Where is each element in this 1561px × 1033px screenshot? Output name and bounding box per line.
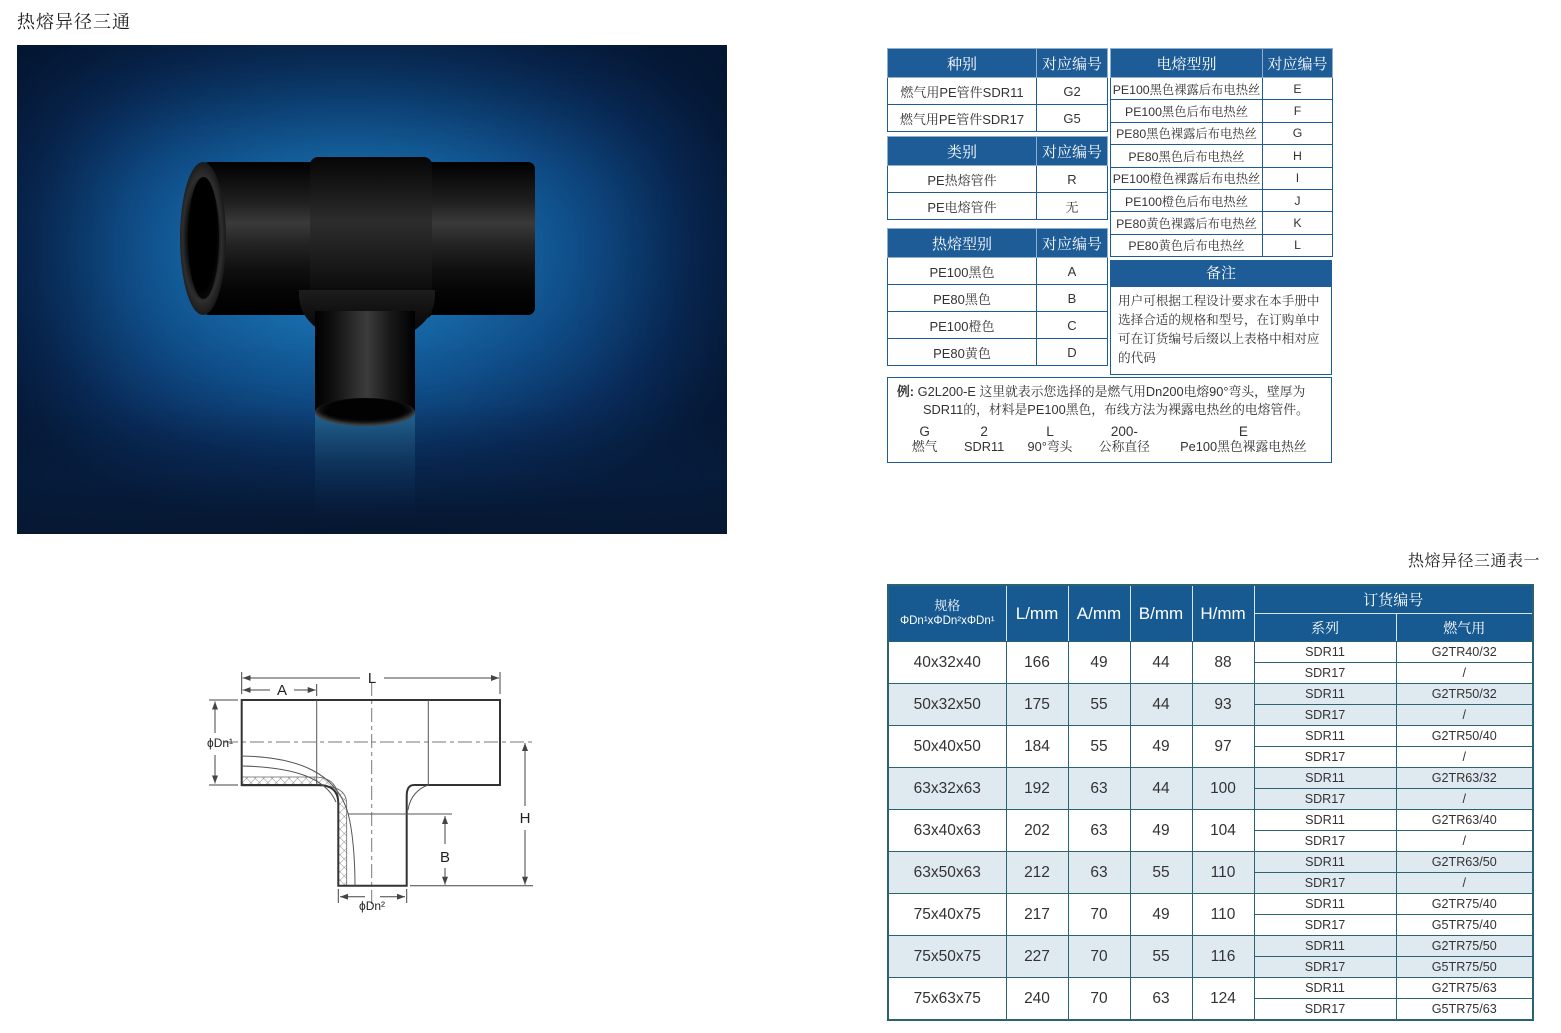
code-table-cell: I bbox=[1263, 167, 1333, 189]
breakdown-meaning: SDR11 bbox=[963, 439, 1005, 455]
branch-shape bbox=[315, 311, 415, 411]
breakdown-item bbox=[897, 424, 952, 455]
spec-table-title: 热熔异径三通表一 bbox=[1407, 553, 1540, 570]
code-tables-right-column bbox=[1110, 48, 1332, 375]
code-table-cell: R bbox=[1037, 166, 1108, 193]
order-code-cell: G2TR75/50 bbox=[1396, 936, 1533, 957]
spec-header-spec: 规格 ΦDn¹xΦDn²xΦDn¹ bbox=[888, 585, 1006, 642]
code-table-cell: G5 bbox=[1037, 105, 1108, 132]
spec-cell-a: 70 bbox=[1068, 894, 1130, 936]
spec-cell-b: 49 bbox=[1130, 726, 1192, 768]
dimension-drawing bbox=[200, 638, 600, 948]
code-table-cell: 燃气用PE管件SDR17 bbox=[888, 105, 1037, 132]
example-text: 例: G2L200-E 这里就表示您选择的是燃气用Dn200电熔90°弯头，壁厚为SDR11的，材料是PE100黑色，布线方法为裸露电热丝的电熔管件。 bbox=[897, 383, 1309, 418]
spec-cell-l: 184 bbox=[1006, 726, 1068, 768]
code-table-cell: PE100橙色后布电热丝 bbox=[1111, 189, 1263, 211]
spec-cell-a: 70 bbox=[1068, 936, 1130, 978]
remark-text: 用户可根据工程设计要求在本手册中选择合适的规格和型号，在订购单中可在订货编号后缀以上表格中相对应的代码 bbox=[1118, 294, 1320, 365]
breakdown-code: E bbox=[1238, 423, 1248, 439]
code-table-row bbox=[1111, 78, 1333, 100]
order-code-cell: G2TR50/40 bbox=[1396, 726, 1533, 747]
order-code-cell: / bbox=[1396, 663, 1533, 684]
spec-header-row-1 bbox=[888, 585, 1533, 614]
spec-row bbox=[888, 810, 1533, 831]
order-code-cell: G2TR63/32 bbox=[1396, 768, 1533, 789]
spec-cell-l: 166 bbox=[1006, 642, 1068, 684]
code-table-row bbox=[1111, 212, 1333, 234]
order-code-cell: G5TR75/40 bbox=[1396, 915, 1533, 936]
code-tables-left-column bbox=[887, 48, 1107, 375]
series-cell: SDR17 bbox=[1254, 999, 1396, 1021]
series-cell: SDR11 bbox=[1254, 768, 1396, 789]
breakdown-meaning: 燃气 bbox=[911, 439, 938, 455]
spec-cell-spec: 40x32x40 bbox=[888, 642, 1006, 684]
order-code-cell: G2TR63/50 bbox=[1396, 852, 1533, 873]
series-cell: SDR17 bbox=[1254, 663, 1396, 684]
series-cell: SDR17 bbox=[1254, 915, 1396, 936]
spec-cell-spec: 63x32x63 bbox=[888, 768, 1006, 810]
dim-label-b: B bbox=[439, 849, 451, 866]
code-table-cell: PE电熔管件 bbox=[888, 193, 1037, 220]
code-table-row bbox=[888, 193, 1108, 220]
tee-outline bbox=[242, 700, 500, 886]
order-code-cell: / bbox=[1396, 747, 1533, 768]
example-label: 例: bbox=[897, 383, 915, 399]
spec-cell-l: 240 bbox=[1006, 978, 1068, 1021]
code-table-cell: B bbox=[1037, 285, 1108, 312]
spec-header-order: 订货编号 bbox=[1254, 585, 1533, 614]
example-breakdown bbox=[897, 424, 1322, 455]
spec-cell-spec: 63x40x63 bbox=[888, 810, 1006, 852]
spec-cell-l: 202 bbox=[1006, 810, 1068, 852]
spec-cell-b: 44 bbox=[1130, 684, 1192, 726]
pipe-bore-shape bbox=[188, 177, 219, 299]
order-code-cell: G2TR75/63 bbox=[1396, 978, 1533, 999]
series-cell: SDR11 bbox=[1254, 852, 1396, 873]
series-cell: SDR11 bbox=[1254, 726, 1396, 747]
code-table-cell: K bbox=[1263, 212, 1333, 234]
code-table-row bbox=[888, 105, 1108, 132]
order-code-cell: G2TR50/32 bbox=[1396, 684, 1533, 705]
spec-cell-h: 110 bbox=[1192, 894, 1254, 936]
category-code-table bbox=[887, 136, 1108, 220]
spec-row bbox=[888, 642, 1533, 663]
spec-row bbox=[888, 852, 1533, 873]
code-table-cell: C bbox=[1037, 312, 1108, 339]
order-code-cell: G5TR75/50 bbox=[1396, 957, 1533, 978]
spec-header-a: A/mm bbox=[1068, 585, 1130, 642]
order-code-cell: G2TR75/40 bbox=[1396, 894, 1533, 915]
breakdown-code: G bbox=[919, 423, 930, 439]
code-table-row bbox=[1111, 100, 1333, 122]
spec-cell-l: 212 bbox=[1006, 852, 1068, 894]
code-table-row bbox=[1111, 145, 1333, 167]
order-code-cell: / bbox=[1396, 873, 1533, 894]
spec-cell-b: 55 bbox=[1130, 936, 1192, 978]
product-photo bbox=[17, 45, 727, 534]
series-cell: SDR11 bbox=[1254, 978, 1396, 999]
code-table-row bbox=[888, 166, 1108, 193]
code-table-header-cell: 种别 bbox=[888, 49, 1037, 78]
series-cell: SDR11 bbox=[1254, 684, 1396, 705]
code-table-cell: A bbox=[1037, 258, 1108, 285]
breakdown-item bbox=[1165, 424, 1322, 455]
spec-cell-spec: 75x63x75 bbox=[888, 978, 1006, 1021]
series-cell: SDR11 bbox=[1254, 642, 1396, 663]
code-table-cell: PE热熔管件 bbox=[888, 166, 1037, 193]
code-table-header-cell: 对应编号 bbox=[1263, 49, 1333, 78]
code-table-cell: G2 bbox=[1037, 78, 1108, 105]
spec-cell-b: 63 bbox=[1130, 978, 1192, 1021]
spec-cell-spec: 50x32x50 bbox=[888, 684, 1006, 726]
spec-cell-spec: 63x50x63 bbox=[888, 852, 1006, 894]
code-table-cell: PE100黑色 bbox=[888, 258, 1037, 285]
code-table-cell: PE80黑色后布电热丝 bbox=[1111, 145, 1263, 167]
dim-label-dn2: ϕDn² bbox=[358, 899, 386, 913]
spec-row bbox=[888, 894, 1533, 915]
breakdown-item bbox=[952, 424, 1016, 455]
spec-cell-h: 93 bbox=[1192, 684, 1254, 726]
code-table-header-cell: 对应编号 bbox=[1037, 229, 1108, 258]
code-table-cell: J bbox=[1263, 189, 1333, 211]
series-cell: SDR17 bbox=[1254, 831, 1396, 852]
breakdown-code: 2 bbox=[980, 423, 988, 439]
branch-lip-shape bbox=[315, 398, 415, 426]
code-table-row bbox=[888, 312, 1108, 339]
code-table-cell: E bbox=[1263, 78, 1333, 100]
spec-cell-a: 63 bbox=[1068, 768, 1130, 810]
spec-cell-a: 70 bbox=[1068, 978, 1130, 1021]
code-table-header-cell: 对应编号 bbox=[1037, 49, 1108, 78]
code-table-cell: H bbox=[1263, 145, 1333, 167]
order-code-cell: / bbox=[1396, 705, 1533, 726]
electrofusion-type-code-table bbox=[1110, 48, 1333, 257]
series-cell: SDR11 bbox=[1254, 810, 1396, 831]
series-cell: SDR17 bbox=[1254, 873, 1396, 894]
code-table-cell: D bbox=[1037, 339, 1108, 366]
spec-cell-l: 192 bbox=[1006, 768, 1068, 810]
code-table-cell: PE100橙色裸露后布电热丝 bbox=[1111, 167, 1263, 189]
code-table-cell: PE80黄色 bbox=[888, 339, 1037, 366]
code-table-row bbox=[888, 285, 1108, 312]
code-table-header-row bbox=[888, 229, 1108, 258]
spec-cell-a: 63 bbox=[1068, 852, 1130, 894]
code-table-header-cell: 热熔型别 bbox=[888, 229, 1037, 258]
series-cell: SDR17 bbox=[1254, 789, 1396, 810]
spec-cell-b: 49 bbox=[1130, 894, 1192, 936]
spec-row bbox=[888, 768, 1533, 789]
spec-cell-h: 116 bbox=[1192, 936, 1254, 978]
series-cell: SDR11 bbox=[1254, 936, 1396, 957]
code-table-cell: L bbox=[1263, 234, 1333, 256]
centerlines bbox=[224, 682, 534, 906]
spec-header-b: B/mm bbox=[1130, 585, 1192, 642]
code-table-row bbox=[1111, 122, 1333, 144]
code-table-cell: 无 bbox=[1037, 193, 1108, 220]
code-tables-block bbox=[887, 48, 1332, 463]
code-table-cell: PE80黑色裸露后布电热丝 bbox=[1111, 122, 1263, 144]
breakdown-meaning: 公称直径 bbox=[1098, 439, 1150, 455]
spec-row bbox=[888, 684, 1533, 705]
spec-cell-b: 49 bbox=[1130, 810, 1192, 852]
spec-cell-a: 49 bbox=[1068, 642, 1130, 684]
code-table-header-cell: 对应编号 bbox=[1037, 137, 1108, 166]
code-table-header-cell: 类别 bbox=[888, 137, 1037, 166]
spec-row bbox=[888, 978, 1533, 999]
spec-row bbox=[888, 726, 1533, 747]
spec-cell-h: 97 bbox=[1192, 726, 1254, 768]
series-cell: SDR17 bbox=[1254, 957, 1396, 978]
code-table-header-cell: 电熔型别 bbox=[1111, 49, 1263, 78]
spec-header-gas: 燃气用 bbox=[1396, 614, 1533, 642]
code-table-cell: PE80黑色 bbox=[888, 285, 1037, 312]
code-table-cell: PE80黄色后布电热丝 bbox=[1111, 234, 1263, 256]
spec-cell-h: 104 bbox=[1192, 810, 1254, 852]
spec-cell-a: 55 bbox=[1068, 684, 1130, 726]
fusion-type-code-table bbox=[887, 228, 1108, 366]
code-table-header-row bbox=[888, 49, 1108, 78]
order-code-cell: / bbox=[1396, 789, 1533, 810]
code-table-cell: PE80黄色裸露后布电热丝 bbox=[1111, 212, 1263, 234]
spec-table-body bbox=[888, 642, 1533, 1021]
spec-cell-a: 55 bbox=[1068, 726, 1130, 768]
spec-cell-h: 124 bbox=[1192, 978, 1254, 1021]
dim-label-l: L bbox=[367, 670, 377, 687]
spec-cell-spec: 75x40x75 bbox=[888, 894, 1006, 936]
remark-box bbox=[1110, 260, 1332, 375]
spec-header-h: H/mm bbox=[1192, 585, 1254, 642]
remark-title: 备注 bbox=[1111, 261, 1331, 287]
spec-cell-h: 110 bbox=[1192, 852, 1254, 894]
series-cell: SDR17 bbox=[1254, 747, 1396, 768]
dim-label-dn1: ϕDn¹ bbox=[206, 736, 234, 750]
code-table-row bbox=[888, 78, 1108, 105]
dimension-labels bbox=[207, 670, 530, 913]
breakdown-meaning: Pe100黑色裸露电热丝 bbox=[1180, 439, 1307, 455]
code-table-row bbox=[888, 258, 1108, 285]
spec-cell-b: 44 bbox=[1130, 768, 1192, 810]
spec-cell-h: 100 bbox=[1192, 768, 1254, 810]
spec-cell-spec: 50x40x50 bbox=[888, 726, 1006, 768]
code-table-cell: F bbox=[1263, 100, 1333, 122]
page-title: 热熔异径三通 bbox=[17, 12, 131, 32]
spec-cell-l: 175 bbox=[1006, 684, 1068, 726]
order-code-example-box bbox=[887, 377, 1332, 463]
breakdown-item bbox=[1084, 424, 1165, 455]
spec-cell-spec: 75x50x75 bbox=[888, 936, 1006, 978]
spec-cell-l: 217 bbox=[1006, 894, 1068, 936]
tee-fitting-image bbox=[17, 45, 727, 534]
code-table-cell: PE100黑色裸露后布电热丝 bbox=[1111, 78, 1263, 100]
code-table-cell: PE100橙色 bbox=[888, 312, 1037, 339]
spec-cell-l: 227 bbox=[1006, 936, 1068, 978]
spec-header-series: 系列 bbox=[1254, 614, 1396, 642]
code-table-row bbox=[1111, 167, 1333, 189]
breakdown-code: 200- bbox=[1110, 423, 1138, 439]
dimension-lines bbox=[206, 672, 533, 903]
spec-cell-a: 63 bbox=[1068, 810, 1130, 852]
code-table-header-row bbox=[888, 137, 1108, 166]
breakdown-code: L bbox=[1046, 423, 1054, 439]
order-code-cell: G2TR40/32 bbox=[1396, 642, 1533, 663]
code-table-cell: PE100黑色后布电热丝 bbox=[1111, 100, 1263, 122]
code-table-header-row bbox=[1111, 49, 1333, 78]
breakdown-meaning: 90°弯头 bbox=[1027, 439, 1073, 455]
code-table-row bbox=[1111, 234, 1333, 256]
code-table-cell: G bbox=[1263, 122, 1333, 144]
order-code-cell: / bbox=[1396, 831, 1533, 852]
species-code-table bbox=[887, 48, 1108, 132]
spec-header-l: L/mm bbox=[1006, 585, 1068, 642]
spec-table bbox=[887, 584, 1534, 1021]
spec-cell-b: 55 bbox=[1130, 852, 1192, 894]
series-cell: SDR11 bbox=[1254, 894, 1396, 915]
order-code-cell: G2TR63/40 bbox=[1396, 810, 1533, 831]
spec-cell-b: 44 bbox=[1130, 642, 1192, 684]
spec-cell-h: 88 bbox=[1192, 642, 1254, 684]
dim-label-a: A bbox=[276, 682, 288, 699]
code-table-row bbox=[888, 339, 1108, 366]
code-table-row bbox=[1111, 189, 1333, 211]
spec-row bbox=[888, 936, 1533, 957]
code-table-cell: 燃气用PE管件SDR11 bbox=[888, 78, 1037, 105]
breakdown-item bbox=[1016, 424, 1084, 455]
order-code-cell: G5TR75/63 bbox=[1396, 999, 1533, 1021]
series-cell: SDR17 bbox=[1254, 705, 1396, 726]
dim-label-h: H bbox=[519, 810, 531, 827]
